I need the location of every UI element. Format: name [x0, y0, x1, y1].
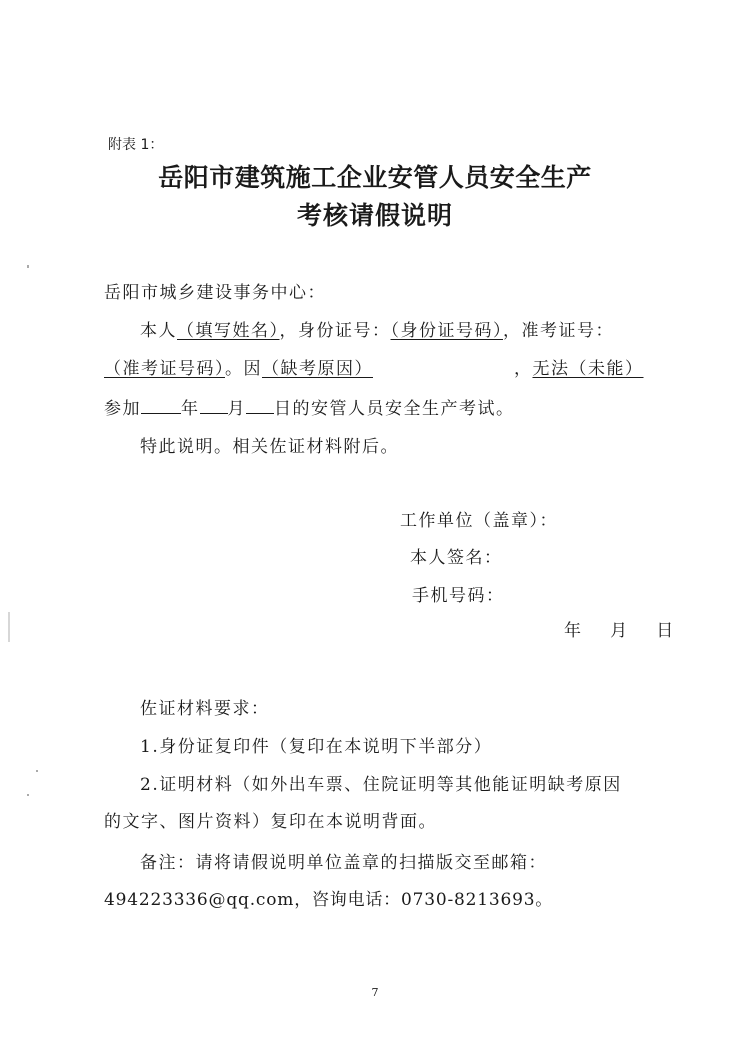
attend-label: 参加 — [104, 399, 141, 419]
requirement-item-1: 1.身份证复印件（复印在本说明下半部分） — [140, 737, 493, 757]
name-placeholder: （填写姓名） — [177, 321, 280, 341]
note-line2: 494223336@qq.com，咨询电话：0730-8213693。 — [104, 890, 554, 910]
document-title-line2: 考核请假说明 — [296, 201, 453, 230]
day-blank — [246, 397, 274, 414]
scan-mark — [27, 265, 29, 268]
addressee: 岳阳市城乡建设事务中心： — [104, 283, 326, 303]
paragraph1-line1 — [140, 316, 614, 341]
reason-placeholder: （缺考原因） — [262, 359, 373, 379]
paragraph1-line2 — [104, 354, 644, 379]
paragraph2: 特此说明。相关佐证材料附后。 — [140, 437, 399, 457]
intro-text: 本人 — [140, 321, 177, 341]
year-blank — [141, 397, 181, 414]
scan-mark — [8, 612, 10, 642]
exam-id-placeholder: （准考证号码） — [104, 359, 225, 379]
scan-mark — [36, 770, 38, 772]
year-label: 年 — [181, 399, 200, 419]
phone-label: 手机号码： — [412, 586, 505, 606]
id-number-placeholder: （身份证号码） — [390, 321, 503, 341]
because-label: 。因 — [225, 359, 262, 379]
month-label: 月 — [227, 399, 246, 419]
page-number: 7 — [371, 986, 379, 999]
exam-id-label: ，准考证号： — [503, 321, 614, 341]
date-line: 年 月 日 — [564, 621, 675, 641]
requirement-item-2-line2: 的文字、图片资料）复印在本说明背面。 — [104, 812, 437, 832]
scan-mark — [27, 794, 29, 796]
requirement-item-2-line1: 2.证明材料（如外出车票、住院证明等其他能证明缺考原因 — [140, 775, 622, 795]
note-line1: 备注：请将请假说明单位盖章的扫描版交至邮箱： — [140, 853, 547, 873]
work-unit-label: 工作单位（盖章）： — [400, 511, 558, 531]
paragraph1-line3 — [104, 394, 515, 419]
comma: ， — [514, 359, 533, 379]
signature-label: 本人签名： — [410, 548, 503, 568]
unable-text: 无法（未能） — [532, 359, 644, 379]
attachment-label: 附表 1： — [108, 137, 164, 153]
month-blank — [200, 397, 228, 414]
requirements-title: 佐证材料要求： — [140, 699, 270, 719]
document-title-line1: 岳阳市建筑施工企业安管人员安全生产 — [158, 163, 592, 192]
id-label: ，身份证号： — [279, 321, 391, 341]
exam-text: 日的安管人员安全生产考试。 — [274, 399, 515, 419]
